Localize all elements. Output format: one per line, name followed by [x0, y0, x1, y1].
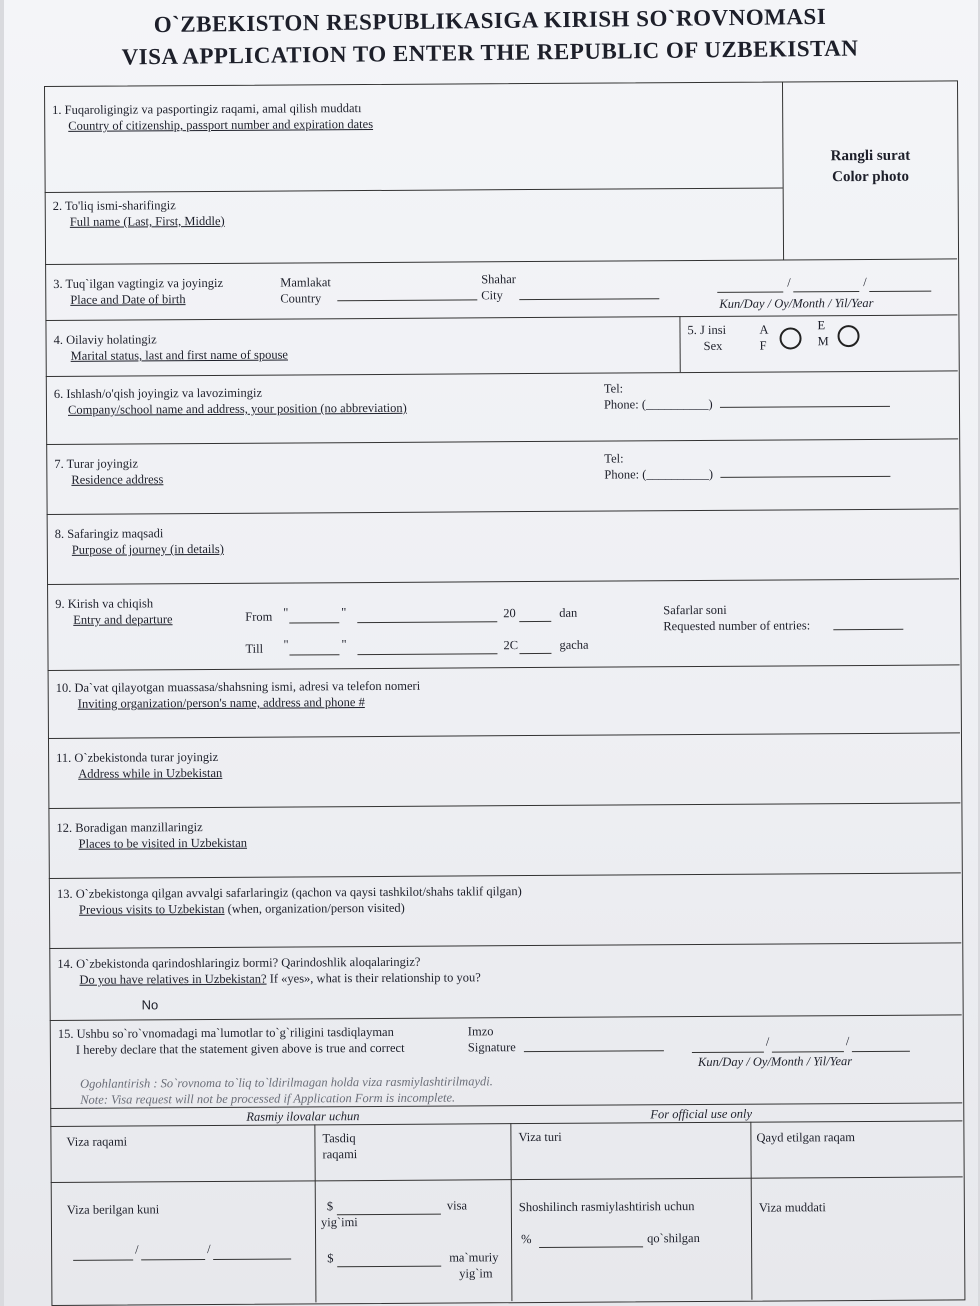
warning-note-english: Note: Visa request will not be processed if Application Form is incomplete. [80, 1090, 456, 1107]
official-header-uzbek: Rasmiy ilovalar uchun [246, 1109, 360, 1124]
field-1-label-english: Country of citizenship, passport number and expiration dates [68, 116, 374, 133]
field-3-label-english: Place and Date of birth [70, 292, 186, 307]
residence-phone-label [604, 450, 713, 483]
field-14-english-rest: If «yes», what is their relationship to you? [266, 970, 481, 986]
field-1-label [52, 100, 373, 134]
field-12-label-english: Places to be visited in Uzbekistan [78, 835, 248, 851]
field-3-label-uzbek: 3. Tuq`ilgan vagtingiz va joyingiz [53, 275, 224, 291]
relatives-answer[interactable]: No [141, 997, 159, 1013]
field-15-label [58, 1024, 405, 1058]
field-2-label [53, 197, 225, 230]
registered-number-label: Qayd etilgan raqam [756, 1130, 856, 1145]
birth-date-slash-1: / [787, 275, 791, 290]
sex-male-letters [817, 317, 828, 349]
photo-label-uzbek: Rangli surat [830, 147, 911, 165]
field-12-label-uzbek: 12. Boradigan manzillaringiz [56, 820, 203, 835]
birth-month-input[interactable] [793, 279, 859, 292]
field-10-label-english: Inviting organization/person's name, address and phone # [77, 695, 365, 711]
confirmation-label-line2: raqami [322, 1147, 358, 1162]
visa-period-label: Viza muddati [758, 1200, 826, 1215]
birth-year-input[interactable] [869, 279, 931, 292]
field-8-label-english: Purpose of journey (in details) [71, 541, 224, 557]
residence-phone-code: Phone: (__________) [604, 466, 714, 482]
birth-day-input[interactable] [717, 279, 783, 292]
field-3-label [53, 275, 223, 308]
entries-label [663, 601, 810, 634]
warning-note [80, 1073, 493, 1108]
till-month-input[interactable] [357, 641, 497, 655]
field-13-english-underlined: Previous visits to Uzbekistan [78, 901, 225, 917]
from-quote-close: " [341, 605, 347, 620]
field-5-label [687, 322, 726, 354]
signature-label [468, 1023, 516, 1055]
field-7-label-uzbek: 7. Turar joyingiz [54, 456, 139, 471]
from-quote-open: " [283, 605, 289, 620]
signature-input[interactable] [524, 1038, 664, 1052]
field-14-label-uzbek: 14. O`zbekistonda qarindoshlaringiz bormi? Qarindoshlik aloqalaringiz? [57, 954, 421, 971]
field-4-label [54, 331, 289, 364]
till-label: Till [245, 641, 264, 656]
field-14-english-underlined: Do you have relatives in Uzbekistan? [79, 971, 267, 987]
admin-fee-label-line1: ma`muriy [449, 1250, 499, 1265]
field-11-label-english: Address while in Uzbekistan [78, 765, 223, 781]
issue-year-input[interactable] [213, 1247, 291, 1260]
admin-fee-input[interactable] [337, 1254, 441, 1268]
residence-tel-label: Tel: [604, 451, 624, 466]
field-6-label-uzbek: 6. Ishlash/o'qish joyingiz va lavozimingiz [53, 385, 263, 401]
till-year-input[interactable] [519, 641, 551, 654]
birth-date-format-label: Kun/Day / Oy/Month / Yil/Year [719, 295, 874, 311]
country-label-uzbek: Mamlakat [280, 275, 331, 290]
field-9-label [55, 595, 172, 628]
till-quote-open: " [283, 637, 289, 652]
entries-label-uzbek: Safarlar soni [663, 602, 727, 618]
visa-number-label: Viza raqami [66, 1134, 128, 1149]
till-day-input[interactable] [289, 642, 339, 655]
sex-female-english: F [759, 338, 767, 353]
field-4-label-english: Marital status, last and first name of spouse [70, 347, 289, 363]
from-label: From [245, 609, 273, 624]
sign-date-slash-1: / [765, 1034, 770, 1049]
from-year-input[interactable] [519, 609, 551, 622]
confirmation-label-line1: Tasdiq [322, 1131, 356, 1146]
field-7-label [54, 455, 163, 488]
country-input[interactable] [337, 287, 477, 301]
field-4-label-uzbek: 4. Oilaviy holatingiz [53, 332, 157, 347]
field-5-label-english: Sex [703, 338, 723, 353]
city-label-uzbek: Shahar [481, 272, 516, 287]
urgent-added-label: qo`shilgan [647, 1231, 700, 1246]
photo-box[interactable] [784, 145, 956, 188]
country-label-english: Country [280, 291, 322, 306]
sex-male-radio[interactable] [837, 325, 859, 347]
field-13-label-uzbek: 13. O`zbekistonga qilgan avvalgi safarlaringiz (qachon va qaysi tashkilot/shahs taklif qilgan) [56, 884, 522, 901]
field-13-english-rest: (when, organization/person visited) [224, 900, 405, 916]
from-day-input[interactable] [289, 610, 339, 623]
sign-month-input[interactable] [772, 1039, 844, 1052]
sex-male-uzbek: E [817, 318, 826, 333]
urgent-percent-input[interactable] [539, 1234, 643, 1248]
urgent-processing-label: Shoshilinch rasmiylashtirish uchun [518, 1199, 695, 1215]
field-12-label [56, 819, 247, 852]
admin-fee-label-line2: yig`im [459, 1266, 493, 1281]
field-11-label [56, 749, 222, 782]
residence-phone-input[interactable] [720, 464, 890, 478]
till-year-prefix: 2C [503, 638, 519, 653]
till-quote-close: " [341, 637, 347, 652]
city-label [481, 271, 516, 303]
field-10-label-uzbek: 10. Da`vat qilayotgan muassasa/shahsning ismi, adresi va telefon nomeri [55, 678, 421, 695]
form-title-uzbek: O`ZBEKISTON RESPUBLIKASIGA KIRISH SO`ROVNOMASI [153, 3, 827, 38]
sign-year-input[interactable] [852, 1039, 910, 1052]
field-9-label-english: Entry and departure [73, 612, 173, 627]
sign-date-format-label: Kun/Day / Oy/Month / Yil/Year [697, 1054, 853, 1070]
visa-fee-label-line2: yig`imi [320, 1215, 358, 1230]
entries-label-english: Requested number of entries: [663, 618, 811, 634]
visa-form [44, 80, 965, 1306]
confirmation-number-label [322, 1130, 357, 1162]
visa-issue-date-label: Viza berilgan kuni [66, 1202, 160, 1217]
country-label [280, 274, 331, 306]
work-phone-label [604, 380, 713, 413]
sex-male-english: M [817, 334, 829, 349]
field-5-label-uzbek: 5. J insi [687, 322, 727, 338]
field-6-label-english: Company/school name and address, your position (no abbreviation) [67, 400, 407, 417]
city-input[interactable] [519, 286, 659, 300]
sex-female-letters [759, 322, 768, 354]
field-2-label-english: Full name (Last, First, Middle) [69, 213, 225, 229]
field-10-label [56, 678, 421, 712]
sex-female-uzbek: A [759, 322, 769, 337]
field-6-label [54, 384, 407, 418]
visa-fee-dollar: $ [326, 1199, 334, 1214]
issue-date-slash-1: / [135, 1242, 139, 1257]
from-dan-label: dan [559, 605, 578, 620]
field-1-label-uzbek: 1. Fuqaroligingiz va pasportingiz raqami, amal qilish muddatı [52, 101, 362, 117]
birth-date-slash-2: / [863, 274, 867, 289]
work-phone-input[interactable] [720, 394, 890, 408]
signature-label-english: Signature [467, 1040, 516, 1055]
urgent-percent-sign: % [521, 1232, 532, 1247]
from-year-prefix: 20 [503, 606, 516, 621]
sign-date-slash-2: / [845, 1034, 850, 1049]
field-9-label-uzbek: 9. Kirish va chiqish [55, 596, 154, 611]
issue-day-input[interactable] [73, 1247, 133, 1260]
till-gacha-label: gacha [559, 637, 589, 652]
field-15-label-uzbek: 15. Ushbu so`ro`vnomadagi ma`lumotlar to`g`riligini tasdiqlayman [57, 1024, 394, 1041]
sign-day-input[interactable] [692, 1040, 764, 1053]
field-15-label-english: I hereby declare that the statement given above is true and correct [75, 1040, 405, 1057]
warning-note-uzbek: Ogohlantirish : So`rovnoma to`liq to`ldirilmagan holda viza rasmiylashtirilmaydi. [80, 1074, 493, 1091]
field-8-label-uzbek: 8. Safaringiz maqsadi [54, 526, 164, 541]
sex-female-radio[interactable] [779, 327, 801, 349]
field-13-label [57, 883, 522, 918]
field-7-label-english: Residence address [71, 472, 164, 487]
entries-input[interactable] [833, 617, 903, 630]
visa-type-label: Viza turi [518, 1129, 562, 1145]
issue-date-slash-2: / [207, 1242, 211, 1257]
photo-label-english: Color photo [832, 168, 910, 186]
city-label-english: City [481, 288, 503, 303]
visa-fee-label-line1: visa [446, 1198, 468, 1213]
field-11-label-uzbek: 11. O`zbekistonda turar joyingiz [56, 749, 219, 765]
issue-month-input[interactable] [141, 1247, 205, 1260]
field-2-label-uzbek: 2. To'liq ismi-sharifingiz [52, 198, 176, 213]
field-14-label-english [57, 969, 480, 988]
work-phone-code: Phone: (__________) [603, 396, 713, 412]
field-14-label [57, 953, 480, 988]
field-13-label-english [57, 899, 522, 918]
signature-label-uzbek: Imzo [467, 1024, 494, 1039]
admin-fee-dollar: $ [327, 1251, 334, 1266]
from-month-input[interactable] [357, 609, 497, 623]
form-title-english: VISA APPLICATION TO ENTER THE REPUBLIC OF UZBEKISTAN [121, 35, 859, 70]
field-8-label [55, 525, 224, 558]
official-header-english: For official use only [650, 1106, 753, 1122]
work-tel-label: Tel: [603, 381, 624, 396]
